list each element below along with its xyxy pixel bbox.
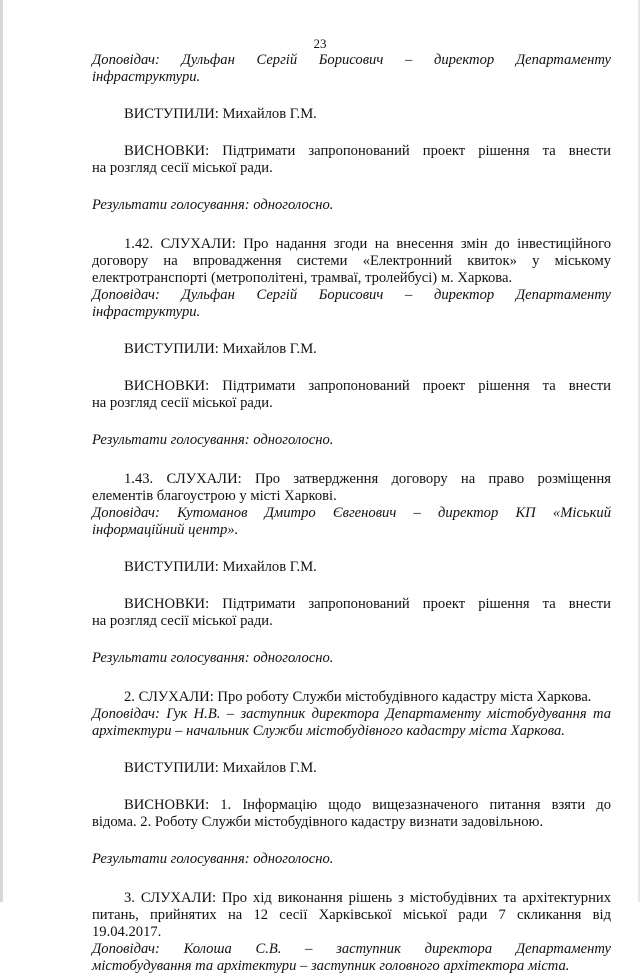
heard-text-2: питань, прийнятих на 12 сесії Харківської міської ради 7 скликання від: [92, 907, 611, 923]
conclusion-text-1: ВИСНОВКИ: Підтримати запропонований проект рішення та внести: [124, 143, 611, 159]
document-body: [92, 52, 611, 975]
conclusion-text-1: ВИСНОВКИ: Підтримати запропонований проект рішення та внести: [124, 596, 611, 612]
heard-text-1: 2. СЛУХАЛИ: Про роботу Служби містобудівного кадастру міста Харкова.: [124, 689, 592, 705]
heard-text-1: 3. СЛУХАЛИ: Про хід виконання рішень з містобудівних та архітектурних: [124, 890, 611, 906]
heard-text-3: 19.04.2017.: [92, 924, 162, 940]
speaker-text-1: Доповідач: Колоша С.В. – заступник директора Департаменту: [92, 941, 611, 957]
item-continuation: [92, 52, 611, 214]
vote-result: Результати голосування: одноголосно.: [92, 197, 334, 213]
heard-text-1: 1.43. СЛУХАЛИ: Про затвердження договору на право розміщення: [124, 471, 611, 487]
item-1-42: [92, 236, 611, 449]
conclusion-text-2: на розгляд сесії міської ради.: [92, 160, 273, 176]
heard-text-2: договору на впровадження системи «Електронний квиток» у міському: [92, 253, 611, 269]
speaker-text-2: інфраструктури.: [92, 304, 201, 320]
page-number: 23: [313, 36, 327, 51]
speaker-text-1: Доповідач: Дульфан Сергій Борисович – директор Департаменту: [92, 287, 611, 303]
item-2: [92, 689, 611, 868]
speaker-text-1: Доповідач: Кутоманов Дмитро Євгенович – директор КП «Міський: [92, 505, 611, 521]
speaker-text-2: містобудування та архітектури – заступник головного архітектора міста.: [92, 958, 570, 974]
speaker-line: [92, 505, 611, 539]
vote-result: Результати голосування: одноголосно.: [92, 851, 334, 867]
page-left-edge: [0, 0, 3, 902]
speaker-line: [92, 941, 611, 975]
speaker-line: [92, 287, 611, 321]
item-1-43: [92, 471, 611, 667]
heard-paragraph: [92, 471, 611, 505]
conclusion-text-2: на розгляд сесії міської ради.: [92, 395, 273, 411]
speaker-text-1: Доповідач: Дульфан Сергій Борисович – директор Департаменту: [92, 52, 611, 68]
conclusion-text-1: ВИСНОВКИ: Підтримати запропонований проект рішення та внести: [124, 378, 611, 394]
heard-paragraph: [92, 890, 611, 941]
speaker-text-1: Доповідач: Гук Н.В. – заступник директора Департаменту містобудування та: [92, 706, 611, 722]
spoke-line: ВИСТУПИЛИ: Михайлов Г.М.: [124, 760, 317, 776]
speaker-text-2: інфраструктури.: [92, 69, 201, 85]
spoke-line: ВИСТУПИЛИ: Михайлов Г.М.: [124, 559, 317, 575]
conclusion: [92, 797, 611, 831]
conclusion-text-1: ВИСНОВКИ: 1. Інформацію щодо вищезазначеного питання взяти до: [124, 797, 611, 813]
conclusion: [92, 143, 611, 177]
vote-result: Результати голосування: одноголосно.: [92, 650, 334, 666]
speaker-text-2: архітектури – начальник Служби містобудівного кадастру міста Харкова.: [92, 723, 565, 739]
heard-paragraph: [92, 236, 611, 287]
spoke-line: ВИСТУПИЛИ: Михайлов Г.М.: [124, 106, 317, 122]
conclusion: [92, 596, 611, 630]
vote-result: Результати голосування: одноголосно.: [92, 432, 334, 448]
speaker-text-2: інформаційний центр».: [92, 522, 239, 538]
item-3: [92, 890, 611, 975]
conclusion-text-2: відома. 2. Роботу Служби містобудівного кадастру визнати задовільною.: [92, 814, 544, 830]
heard-paragraph: [92, 689, 611, 706]
heard-text-3: електротранспорті (метрополітені, трамваї, тролейбусі) м. Харкова.: [92, 270, 513, 286]
conclusion: [92, 378, 611, 412]
heard-text-1: 1.42. СЛУХАЛИ: Про надання згоди на внесення змін до інвестиційного: [124, 236, 611, 252]
spoke-line: ВИСТУПИЛИ: Михайлов Г.М.: [124, 341, 317, 357]
speaker-line: [92, 706, 611, 740]
conclusion-text-2: на розгляд сесії міської ради.: [92, 613, 273, 629]
heard-text-2: елементів благоустрою у місті Харкові.: [92, 488, 337, 504]
speaker-line: [92, 52, 611, 86]
